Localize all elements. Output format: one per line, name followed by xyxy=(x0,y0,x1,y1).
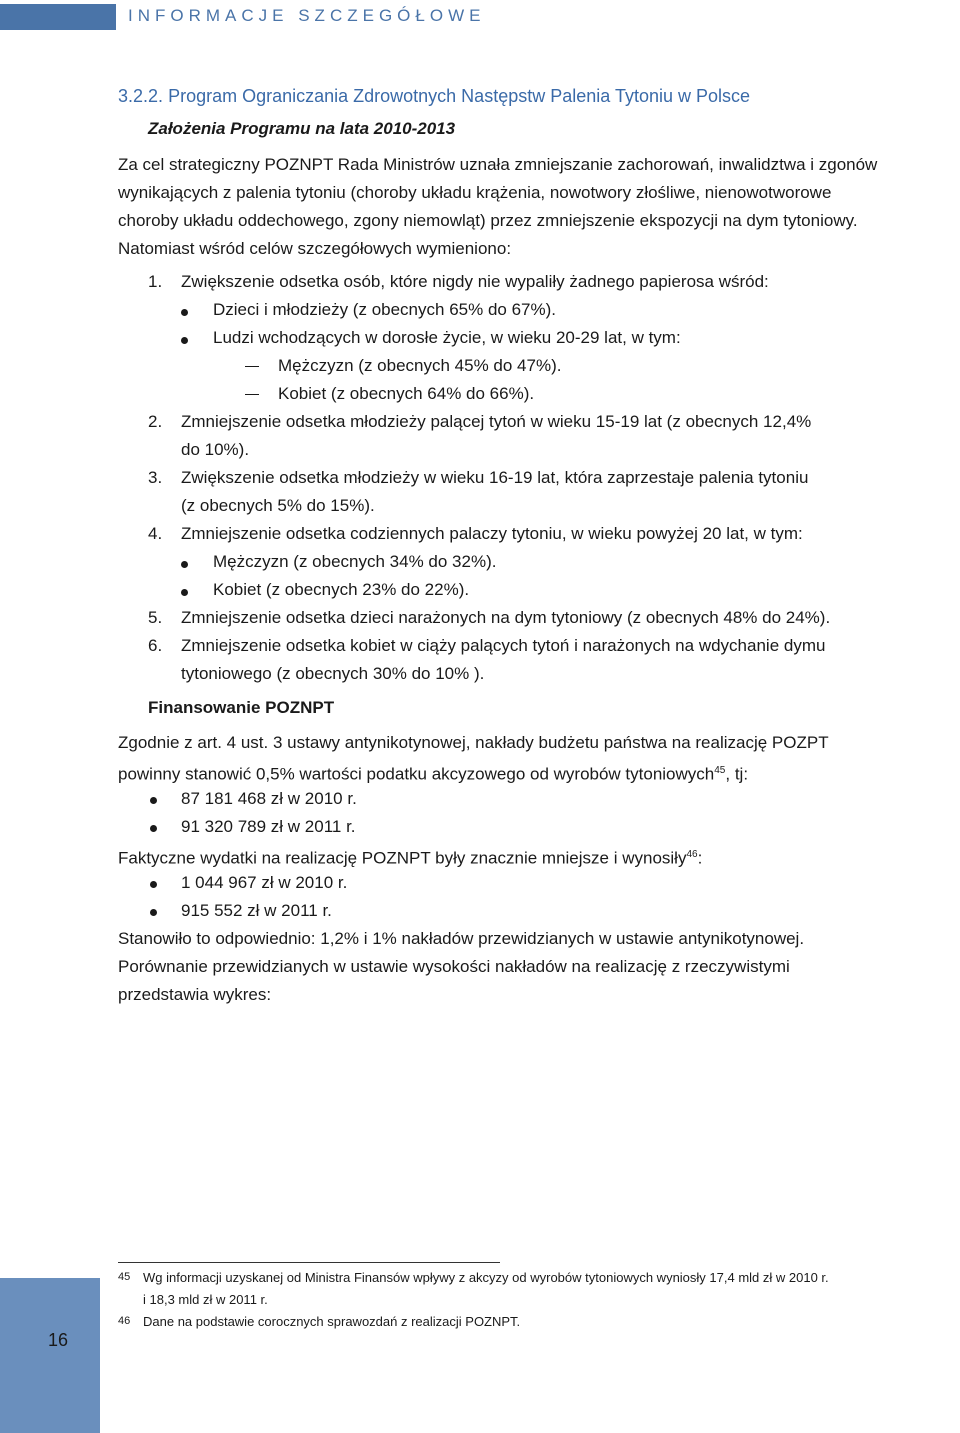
bullet-icon xyxy=(150,797,157,804)
bullet-icon xyxy=(181,589,188,596)
section-heading xyxy=(118,86,750,107)
goal-4-text: Zmniejszenie odsetka codziennych palaczy tytoniu, w wieku powyżej 20 lat, w tym: xyxy=(181,524,803,543)
intro-paragraph xyxy=(118,151,956,263)
goal-1-item-adults: Ludzi wchodzących w dorosłe życie, w wieku 20-29 lat, w tym: xyxy=(213,328,681,347)
intro-line: Natomiast wśród celów szczegółowych wymieniono: xyxy=(118,239,512,258)
goal-4-item-women: Kobiet (z obecnych 23% do 22%). xyxy=(213,580,470,599)
planned-amount-2011: 91 320 789 zł w 2011 r. xyxy=(181,817,356,836)
ratio-paragraph: Stanowiło to odpowiednio: 1,2% i 1% nakładów przewidzianych w ustawie antynikotynowej. Porównanie przewidzianych w ustawie wysokości nakładów na realizację z rzeczywistymi przedstawia wykres: xyxy=(118,929,805,1004)
goal-number: 3. xyxy=(148,468,163,487)
bullet-icon xyxy=(181,309,188,316)
goal-number: 1. xyxy=(148,272,163,291)
goal-1-item-women: Kobiet (z obecnych 64% do 66%). xyxy=(278,384,535,403)
header-title: INFORMACJE SZCZEGÓŁOWE xyxy=(128,6,486,25)
planned-amount-2010: 87 181 468 zł w 2010 r. xyxy=(181,789,357,808)
goal-2-text: Zmniejszenie odsetka młodzieży palącej tytoń w wieku 15-19 lat (z obecnych 12,4% do 10%). xyxy=(181,412,812,459)
actual-spending-line: Faktyczne wydatki na realizację POZNPT były znacznie mniejsze i wynosiły$^{46}$: xyxy=(118,848,703,868)
footnote-46-text: Dane na podstawie corocznych sprawozdań z realizacji POZNPT. xyxy=(143,1314,521,1329)
actual-amount-2010: 1 044 967 zł w 2010 r. xyxy=(181,873,348,892)
bullet-icon xyxy=(181,561,188,568)
goal-number: 2. xyxy=(148,412,163,431)
goal-1-item-men: Mężczyzn (z obecnych 45% do 47%). xyxy=(278,356,562,375)
program-subtitle: Założenia Programu na lata 2010-2013 xyxy=(148,119,456,138)
actual-amount-2011: 915 552 zł w 2011 r. xyxy=(181,901,332,920)
financing-heading: Finansowanie POZNPT xyxy=(148,698,335,717)
footnote-45-text-cont: i 18,3 mld zł w 2011 r. xyxy=(143,1292,268,1307)
bullet-icon xyxy=(150,825,157,832)
dash-icon xyxy=(245,394,259,395)
footnote-ref-45[interactable]: 45 xyxy=(714,765,726,776)
section-number: 3.2.2. xyxy=(118,86,164,106)
footnote-ref-46[interactable]: 46 xyxy=(686,849,698,860)
footnote-45-mark: 45 xyxy=(118,1271,131,1283)
page-number: 16 xyxy=(48,1330,69,1350)
bullet-icon xyxy=(150,881,157,888)
goal-1-text: Zwiększenie odsetka osób, które nigdy nie wypaliły żadnego papierosa wśród: xyxy=(181,272,769,291)
goal-1-item-children: Dzieci i młodzieży (z obecnych 65% do 67%). xyxy=(213,300,556,319)
financing-paragraph: Zgodnie z art. 4 ust. 3 ustawy antynikotynowej, nakłady budżetu państwa na realizację POZPT powinny stanowić 0,5% wartości podatku akcyzowego od wyrobów tytoniowych$^{45}$, tj: xyxy=(118,733,829,784)
goal-6-text: Zmniejszenie odsetka kobiet w ciąży palących tytoń i narażonych na wdychanie dymu tytoniowego (z obecnych 30% do 10% ). xyxy=(181,636,826,683)
goal-5-text: Zmniejszenie odsetka dzieci narażonych na dym tytoniowy (z obecnych 48% do 24%). xyxy=(181,608,831,627)
dash-icon xyxy=(245,366,259,367)
intro-line: wynikających z palenia tytoniu (choroby układu krążenia, nowotwory złośliwe, nienowotworowe xyxy=(118,183,832,202)
bullet-icon xyxy=(150,909,157,916)
goal-number: 4. xyxy=(148,524,163,543)
goal-number: 6. xyxy=(148,636,163,655)
bullet-icon xyxy=(181,337,188,344)
goal-4-item-men: Mężczyzn (z obecnych 34% do 32%). xyxy=(213,552,497,571)
intro-line: Za cel strategiczny POZNPT Rada Ministrów uznała zmniejszanie zachorowań, inwalidztwa i zgonów xyxy=(118,155,878,174)
section-title: Program Ograniczania Zdrowotnych Następstw Palenia Tytoniu w Polsce xyxy=(168,86,751,106)
footnote-46-mark: 46 xyxy=(118,1315,131,1327)
goal-3-text: Zwiększenie odsetka młodzieży w wieku 16-19 lat, która zaprzestaje palenia tytoniu (z obecnych 5% do 15%). xyxy=(181,468,809,515)
page-number-box xyxy=(0,1278,100,1433)
intro-line: choroby układu oddechowego, zgony niemowląt) przez zmniejszenie ekspozycji na dym tytoniowy. xyxy=(118,211,858,230)
header-color-bar xyxy=(0,4,116,30)
footnote-45-text: Wg informacji uzyskanej od Ministra Finansów wpływy z akcyzy od wyrobów tytoniowych wyniosły 17,4 mld zł w 2010 r. xyxy=(143,1270,829,1285)
footnote-divider xyxy=(118,1262,500,1263)
goal-number: 5. xyxy=(148,608,163,627)
